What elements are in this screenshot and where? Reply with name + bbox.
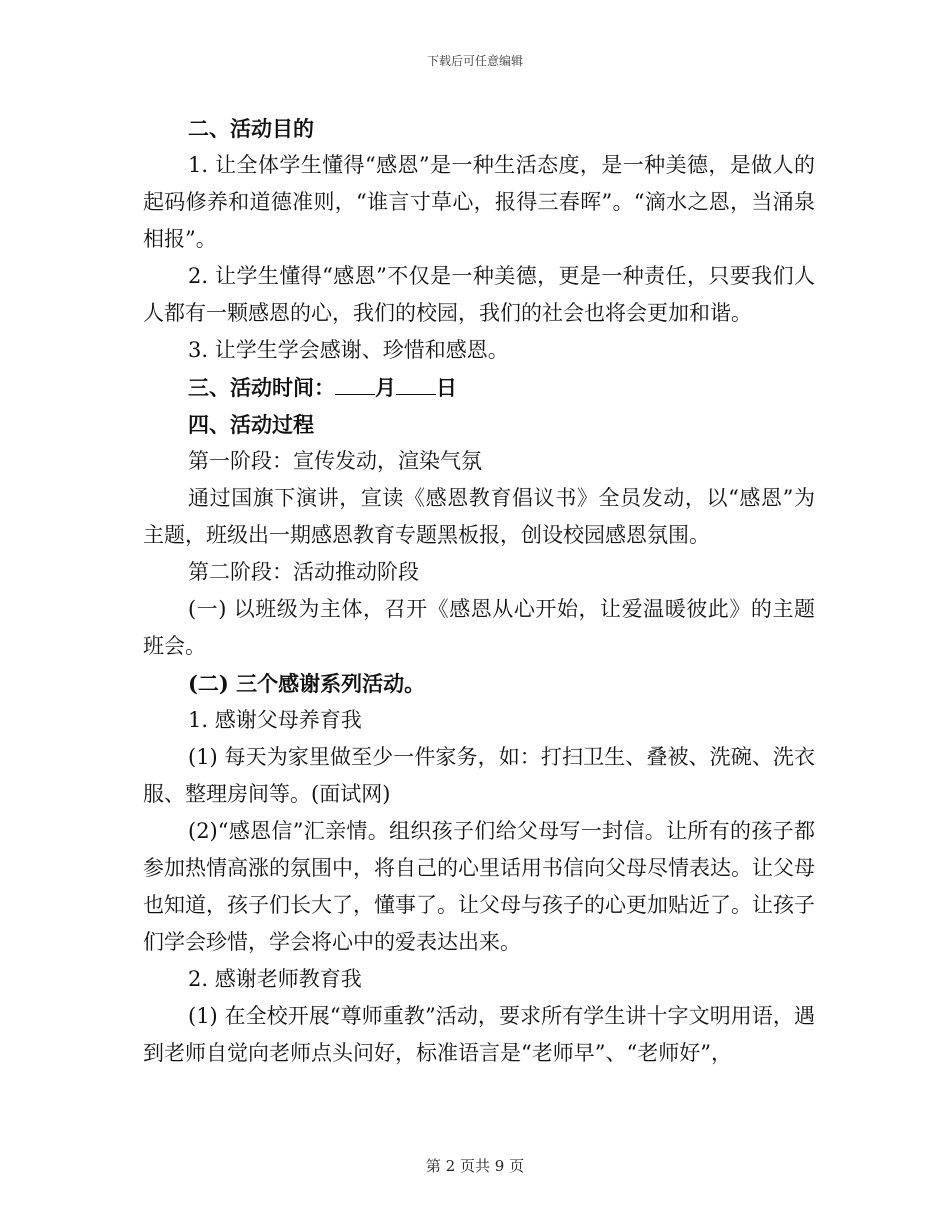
item-1: (一) 以班级为主体，召开《感恩从心开始，让爱温暖彼此》的主题班会。 (143, 597, 815, 658)
day-label: 日 (436, 375, 457, 400)
section-title-process: 四、活动过程 (188, 412, 314, 437)
page-footer: 第 2 页共 9 页 (425, 1157, 525, 1175)
sub-item-2-1: (1) 在全校开展“尊师重教”活动，要求所有学生讲十字文明用语，遇到老师自觉向老师点头问好，标准语言是“老师早”、“老师好”， (143, 1004, 815, 1065)
stage-1-title: 第一阶段：宣传发动，渲染气氛 (188, 449, 482, 473)
sub-item-1-1: (1) 每天为家里做至少一件家务，如：打扫卫生、叠被、洗碗、洗衣服、整理房间等。(面试网) (143, 745, 815, 806)
document-body (143, 110, 815, 1072)
paragraph-purpose-2: 2. 让学生懂得“感恩”不仅是一种美德，更是一种责任，只要我们人人都有一颗感恩的心，我们的校园，我们的社会也将会更加和谐。 (143, 264, 815, 325)
sub-item-2: 2. 感谢老师教育我 (188, 967, 362, 991)
time-label: 三、活动时间： (188, 375, 335, 400)
stage-1-text: 通过国旗下演讲，宣读《感恩教育倡议书》全员发动，以“感恩”为主题，班级出一期感恩教育专题黑板报，创设校园感恩氛围。 (143, 486, 815, 547)
month-blank (335, 374, 375, 395)
section-title-purpose: 二、活动目的 (188, 116, 314, 141)
sub-item-1: 1. 感谢父母养育我 (188, 708, 362, 732)
month-label: 月 (375, 375, 396, 400)
item-2: (二) 三个感谢系列活动。 (188, 671, 426, 696)
page-header: 下载后可任意编辑 (426, 54, 523, 68)
sub-item-1-2: (2)“感恩信”汇亲情。组织孩子们给父母写一封信。让所有的孩子都参加热情高涨的氛围中，将自己的心里话用书信向父母尽情表达。让父母也知道，孩子们长大了，懂事了。让父母与孩子的心更加贴近了。让孩子们学会珍惜，学会将心中的爱表达出来。 (143, 819, 815, 954)
paragraph-purpose-1: 1. 让全体学生懂得“感恩”是一种生活态度，是一种美德，是做人的起码修养和道德准则，“谁言寸草心，报得三春晖”。“滴水之恩，当涌泉相报”。 (143, 153, 815, 251)
stage-2-title: 第二阶段：活动推动阶段 (188, 560, 419, 584)
section-title-time (143, 369, 815, 406)
paragraph-purpose-3: 3. 让学生学会感谢、珍惜和感恩。 (188, 338, 509, 362)
day-blank (396, 374, 436, 395)
